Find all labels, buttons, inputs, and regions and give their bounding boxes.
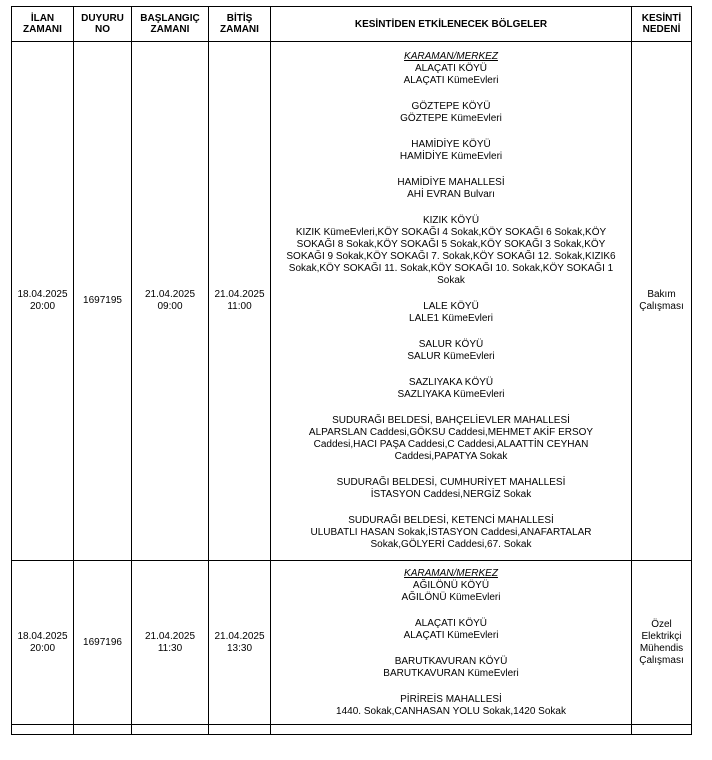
area-block: SAZLIYAKA KÖYÜ SAZLIYAKA KümeEvleri — [397, 377, 505, 400]
area-block: BARUTKAVURAN KÖYÜ BARUTKAVURAN KümeEvleri — [383, 655, 519, 679]
empty-cell — [132, 725, 209, 735]
area-block: ALAÇATI KÖYÜ ALAÇATI KümeEvleri — [403, 617, 499, 641]
table-row — [12, 561, 692, 725]
empty-cell — [12, 725, 74, 735]
empty-cell — [632, 725, 692, 735]
area-block: GÖZTEPE KÖYÜ GÖZTEPE KümeEvleri — [400, 101, 502, 124]
duyuru-no-cell: 1697196 — [74, 561, 132, 725]
kesinti-nedeni-cell: Özel Elektrikçi Mühendis Çalışması — [632, 561, 692, 725]
area-block: PİRİREİS MAHALLESİ 1440. Sokak,CANHASAN YOLU Sokak,1420 Sokak — [336, 693, 566, 717]
header-etkilenen-bolgeler: KESİNTİDEN ETKİLENECEK BÖLGELER — [271, 7, 632, 42]
empty-cell — [209, 725, 271, 735]
area-block: AĞILÖNÜ KÖYÜ AĞILÖNÜ KümeEvleri — [401, 579, 501, 603]
header-duyuru-no: DUYURU NO — [74, 7, 132, 42]
table-row — [12, 42, 692, 561]
header-ilan-zamani: İLAN ZAMANI — [12, 7, 74, 42]
header-kesinti-nedeni: KESİNTİ NEDENİ — [632, 7, 692, 42]
area-block: SUDURAĞI BELDESİ, BAHÇELİEVLER MAHALLESİ ALPARSLAN Caddesi,GÖKSU Caddesi,MEHMET AKİF ERSOY Caddesi,HACI PAŞA Caddesi,C Caddesi,ALAATTİN CEYHAN Caddesi,PAPATYA Sokak — [308, 415, 594, 462]
header-baslangic-zamani: BAŞLANGIÇ ZAMANI — [132, 7, 209, 42]
affected-areas-cell — [271, 561, 632, 725]
baslangic-zamani-cell: 21.04.2025 09:00 — [132, 42, 209, 561]
area-block: KIZIK KÖYÜ KIZIK KümeEvleri,KÖY SOKAĞI 4 Sokak,KÖY SOKAĞI 6 Sokak,KÖY SOKAĞI 8 Sokak,KÖY SOKAĞI 5 Sokak,KÖY SOKAĞI 3 Sokak,KÖY SOKAĞI 9 Sokak,KÖY SOKAĞI 7. Sokak,KÖY SOKAĞI 12. Sokak,KIZIK6 Sokak,KÖY SOKAĞI 11. Sokak,KÖY SOKAĞI 10. Sokak,KÖY SOKAĞI 1 Sokak — [286, 215, 616, 286]
empty-cell — [271, 725, 632, 735]
area-block: ALAÇATI KÖYÜ ALAÇATI KümeEvleri — [403, 63, 499, 86]
affected-areas-cell — [271, 42, 632, 561]
region-title: KARAMAN/MERKEZ — [404, 567, 498, 579]
baslangic-zamani-cell: 21.04.2025 11:30 — [132, 561, 209, 725]
outage-table — [11, 6, 692, 735]
bitis-zamani-cell: 21.04.2025 11:00 — [209, 42, 271, 561]
area-block: SUDURAĞI BELDESİ, CUMHURİYET MAHALLESİ İSTASYON Caddesi,NERGİZ Sokak — [336, 477, 566, 500]
area-block: HAMİDİYE KÖYÜ HAMİDİYE KümeEvleri — [399, 139, 503, 162]
ilan-zamani-cell: 18.04.2025 20:00 — [12, 42, 74, 561]
truncated-row — [12, 725, 692, 735]
header-bitis-zamani: BİTİŞ ZAMANI — [209, 7, 271, 42]
empty-cell — [74, 725, 132, 735]
kesinti-nedeni-cell: Bakım Çalışması — [632, 42, 692, 561]
area-block: LALE KÖYÜ LALE1 KümeEvleri — [409, 301, 493, 324]
header-row — [12, 7, 692, 42]
area-block: SUDURAĞI BELDESİ, KETENCİ MAHALLESİ ULUBATLI HASAN Sokak,İSTASYON Caddesi,ANAFARTALAR Sokak,GÖLYERİ Caddesi,67. Sokak — [310, 515, 592, 550]
region-title: KARAMAN/MERKEZ — [404, 51, 498, 62]
bitis-zamani-cell: 21.04.2025 13:30 — [209, 561, 271, 725]
duyuru-no-cell: 1697195 — [74, 42, 132, 561]
area-block: HAMİDİYE MAHALLESİ AHİ EVRAN Bulvarı — [397, 177, 505, 200]
area-block: SALUR KÖYÜ SALUR KümeEvleri — [407, 339, 495, 362]
ilan-zamani-cell: 18.04.2025 20:00 — [12, 561, 74, 725]
